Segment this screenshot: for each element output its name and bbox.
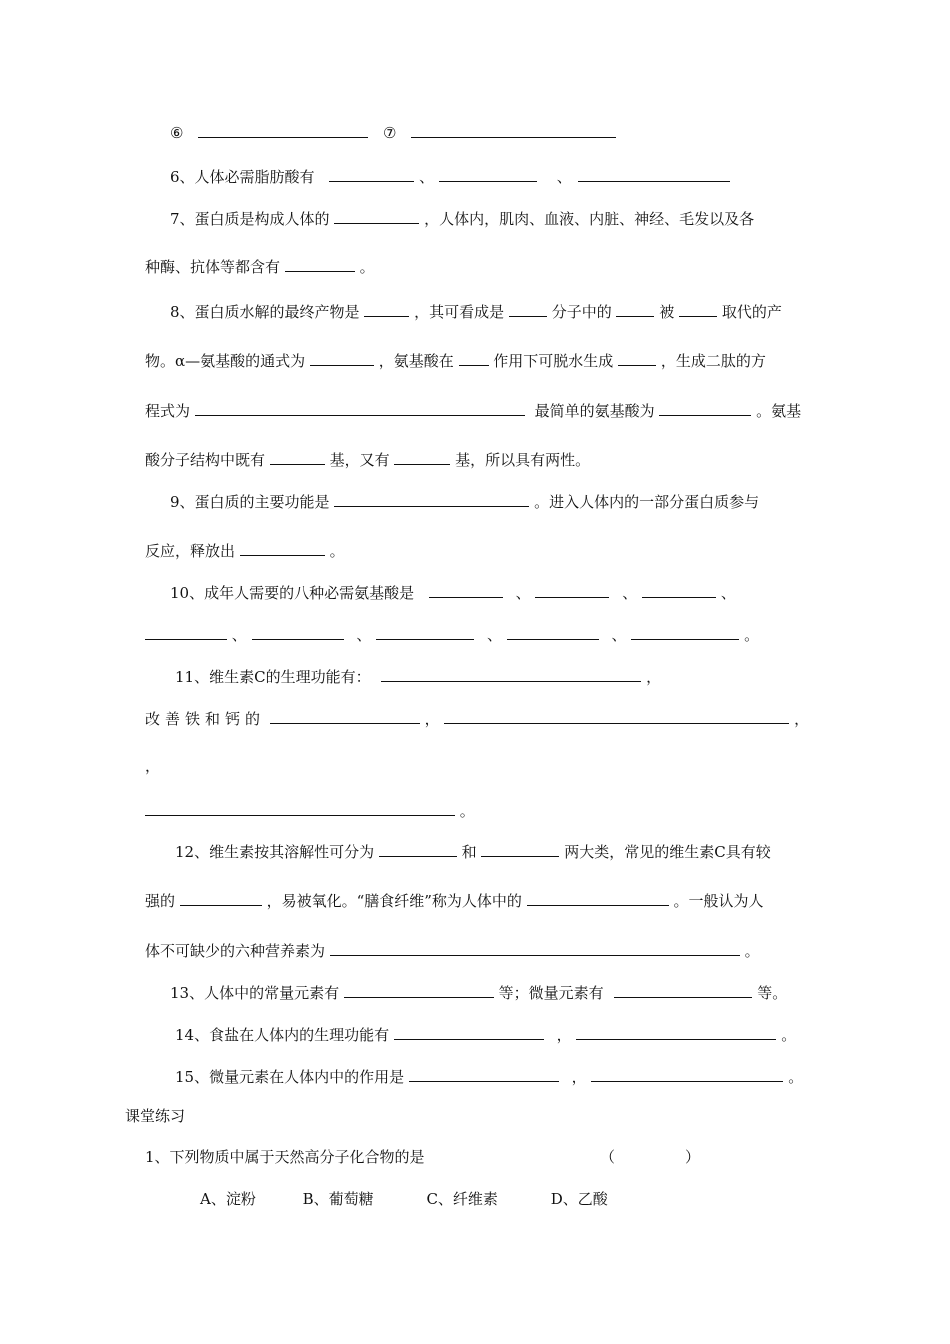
separator: 。 [744,626,760,644]
q9-text: 反应，释放出 [145,542,236,560]
separator: 、 [622,584,638,602]
answer-bracket-close: ） [685,1148,701,1166]
line-21 [175,1024,796,1045]
section-heading [125,1106,185,1126]
answer-blank[interactable] [481,841,559,857]
separator: 。 [788,1068,804,1086]
answer-blank[interactable] [659,400,751,416]
separator: 、 [419,168,435,186]
line-4 [145,256,375,277]
q8-text: 基，又有 [329,451,390,469]
q7-text: 7、蛋白质是构成人体的 [170,210,330,228]
line-16 [145,800,475,821]
answer-blank[interactable] [145,624,227,640]
answer-blank[interactable] [180,890,262,906]
line-18 [145,890,764,911]
separator: 、 [611,626,627,644]
answer-blank[interactable] [618,350,656,366]
q6-text: 6、人体必需脂肪酸有 [170,168,315,186]
answer-blank[interactable] [411,122,616,138]
answer-blank[interactable] [344,982,494,998]
q7-text: 种酶、抗体等都含有 [145,258,281,276]
q8-text: 酸分子结构中既有 [145,451,266,469]
answer-blank[interactable] [310,350,374,366]
answer-blank[interactable] [409,1066,559,1082]
separator: 、 [556,168,572,186]
q8-text: ，其可看成是 [414,303,505,321]
answer-blank[interactable] [376,624,474,640]
answer-blank[interactable] [642,582,716,598]
exercise-1-question: 1、下列物质中属于天然高分子化合物的是 [145,1148,425,1166]
q7-text: 。 [359,258,375,276]
q13-text: 等；微量元素有 [498,984,604,1002]
answer-blank[interactable] [364,301,409,317]
option-a[interactable]: A、淀粉 [200,1190,256,1208]
q8-text: 最简单的氨基酸为 [534,402,655,420]
q8-text: 基，所以具有两性。 [455,451,591,469]
line-11 [170,582,736,603]
answer-blank[interactable] [535,582,609,598]
q8-text: 物。α—氨基酸的通式为 [145,352,306,370]
line-19 [145,940,760,961]
option-c[interactable]: C、纤维素 [426,1190,498,1208]
answer-blank[interactable] [145,800,455,816]
q12-text: 和 [461,843,477,861]
separator: 。 [781,1026,797,1044]
answer-blank[interactable] [285,256,355,272]
separator: ， [145,757,161,775]
answer-blank[interactable] [459,350,489,366]
answer-blank[interactable] [509,301,547,317]
answer-blank[interactable] [527,890,669,906]
answer-blank[interactable] [444,708,789,724]
answer-blank[interactable] [394,1024,544,1040]
option-d[interactable]: D、乙酸 [550,1190,608,1208]
answer-blank[interactable] [329,166,414,182]
q8-text: 分子中的 [551,303,612,321]
q10-text: 10、成年人需要的八种必需氨基酸是 [170,584,415,602]
line-20 [170,982,787,1003]
separator: 、 [356,626,372,644]
answer-blank[interactable] [381,666,641,682]
q8-text: ，生成二肽的方 [660,352,766,370]
answer-blank[interactable] [614,982,752,998]
q8-text: 取代的产 [721,303,782,321]
q8-text: ，氨基酸在 [378,352,454,370]
line-12 [145,624,759,645]
answer-blank[interactable] [240,540,325,556]
line-22 [175,1066,803,1087]
line-9 [170,491,759,512]
answer-blank[interactable] [330,940,740,956]
q8-text: 被 [659,303,675,321]
answer-blank[interactable] [591,1066,783,1082]
separator: 、 [515,584,531,602]
answer-blank[interactable] [195,400,525,416]
separator: ， [571,1068,587,1086]
answer-blank[interactable] [576,1024,776,1040]
q11-text: 11、维生素C的生理功能有： [175,668,371,686]
answer-blank[interactable] [270,449,325,465]
answer-blank[interactable] [334,208,419,224]
line-3 [170,208,754,229]
answer-bracket-open: （ [600,1148,616,1166]
answer-blank[interactable] [270,708,420,724]
line-6 [145,350,766,371]
q15-text: 15、微量元素在人体内中的作用是 [175,1068,405,1086]
answer-blank[interactable] [578,166,730,182]
line-15 [145,756,160,776]
answer-blank[interactable] [679,301,717,317]
q14-text: 14、食盐在人体内的生理功能有 [175,1026,390,1044]
line-17 [175,841,771,862]
line-8 [145,449,590,470]
answer-blank[interactable] [334,491,529,507]
line-7 [145,400,801,421]
q12-text: 两大类，常见的维生素C具有较 [564,843,771,861]
q12-text: 体不可缺少的六种营养素为 [145,942,326,960]
answer-blank[interactable] [616,301,654,317]
separator: 、 [231,626,247,644]
line-10 [145,540,345,561]
answer-blank[interactable] [394,449,450,465]
separator: ， [646,668,662,686]
circled-label-7: ⑦ [383,124,397,142]
line-5 [170,301,782,322]
line-1 [170,122,616,143]
line-14 [145,708,809,729]
separator: ， [424,710,440,728]
q8-text: 。氨基 [756,402,802,420]
q11-text: 改善铁和钙的 [145,710,266,728]
q8-text: 程式为 [145,402,191,420]
separator: ， [556,1026,572,1044]
separator: 。 [744,942,760,960]
answer-blank[interactable] [198,122,368,138]
q12-text: 。一般认为人 [673,892,764,910]
option-b[interactable]: B、葡萄糖 [302,1190,374,1208]
q13-text: 13、人体中的常量元素有 [170,984,340,1002]
separator: 、 [486,626,502,644]
answer-blank[interactable] [379,841,457,857]
answer-blank[interactable] [429,582,503,598]
separator: ， [794,710,810,728]
q13-text: 等。 [757,984,788,1002]
section-title: 课堂练习 [125,1107,186,1125]
line-2 [170,166,730,187]
q8-text: 8、蛋白质水解的最终产物是 [170,303,360,321]
answer-blank[interactable] [507,624,599,640]
q9-text: 。 [329,542,345,560]
answer-blank[interactable] [252,624,344,640]
q9-text: 。进入人体内的一部分蛋白质参与 [534,493,760,511]
q12-text: 强的 [145,892,176,910]
exercise-1-options [200,1189,608,1209]
exercise-1 [145,1147,701,1167]
circled-label-6: ⑥ [170,124,184,142]
answer-blank[interactable] [439,166,537,182]
q9-text: 9、蛋白质的主要功能是 [170,493,330,511]
line-13 [175,666,661,687]
q12-text: 12、维生素按其溶解性可分为 [175,843,375,861]
q8-text: 作用下可脱水生成 [493,352,614,370]
answer-blank[interactable] [631,624,739,640]
separator: 。 [459,802,475,820]
q7-text: ，人体内，肌肉、血液、内脏、神经、毛发以及各 [424,210,755,228]
separator: 、 [720,584,736,602]
q12-text: ，易被氧化。“膳食纤维”称为人体中的 [266,892,522,910]
